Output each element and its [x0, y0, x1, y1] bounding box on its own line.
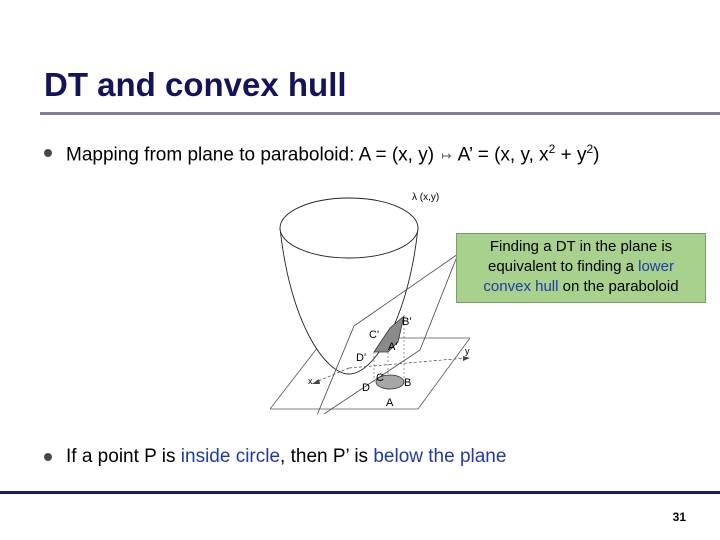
x-label: x [308, 376, 313, 386]
lambda-label: λ (x,y) [412, 192, 440, 203]
y-label: y [465, 346, 470, 356]
bullet-inside-circle-text [66, 446, 506, 468]
paraboloid-figure [270, 182, 470, 414]
mapping-text-d: ) [593, 144, 600, 166]
callout-line-3 [461, 277, 701, 297]
callout-text-3b: on the paraboloid [558, 278, 679, 295]
maps-to-icon: ↦ [441, 149, 452, 164]
y-axis-arrowhead [463, 356, 470, 361]
paraboloid-rim [280, 198, 418, 258]
circle-text-a: If a point P is [66, 446, 181, 467]
label-a-prime: A' [388, 341, 398, 353]
label-a: A [386, 397, 394, 409]
label-d-prime: D' [356, 352, 367, 364]
page-number: 31 [672, 510, 686, 524]
footer-rule [0, 491, 720, 494]
label-c-prime: C' [369, 329, 380, 341]
circle-highlight-below: below the plane [373, 446, 507, 467]
circle-highlight-inside: inside circle [180, 446, 281, 467]
callout-line-1 [461, 237, 701, 257]
title-underline [40, 112, 720, 115]
label-c: C [376, 372, 384, 384]
callout-text-2a: equivalent to finding a [488, 258, 639, 275]
circle-text-b: , then P’ is [280, 446, 374, 467]
bullet-mapping-text [66, 142, 599, 166]
bullet-dot-icon [44, 453, 52, 461]
slide-title: DT and convex hull [44, 66, 347, 103]
mapping-sup-1: 2 [548, 142, 556, 156]
callout-highlight-lower: lower [638, 258, 674, 275]
callout-box [456, 233, 706, 303]
mapping-text-a: Mapping from plane to paraboloid: A = (x, y) [66, 144, 435, 166]
bullet-dot-icon [44, 149, 52, 157]
callout-highlight-convex-hull: convex hull [483, 278, 559, 295]
mapping-sup-2: 2 [586, 142, 594, 156]
mapping-text-b: A’ = (x, y, x [457, 144, 549, 166]
label-d: D [362, 382, 370, 394]
label-b-prime: B' [402, 316, 412, 328]
label-b: B [404, 377, 412, 389]
callout-line-2 [461, 257, 701, 277]
callout-text-1: Finding a DT in the plane is [489, 238, 673, 255]
mapping-text-c: + y [555, 144, 587, 166]
